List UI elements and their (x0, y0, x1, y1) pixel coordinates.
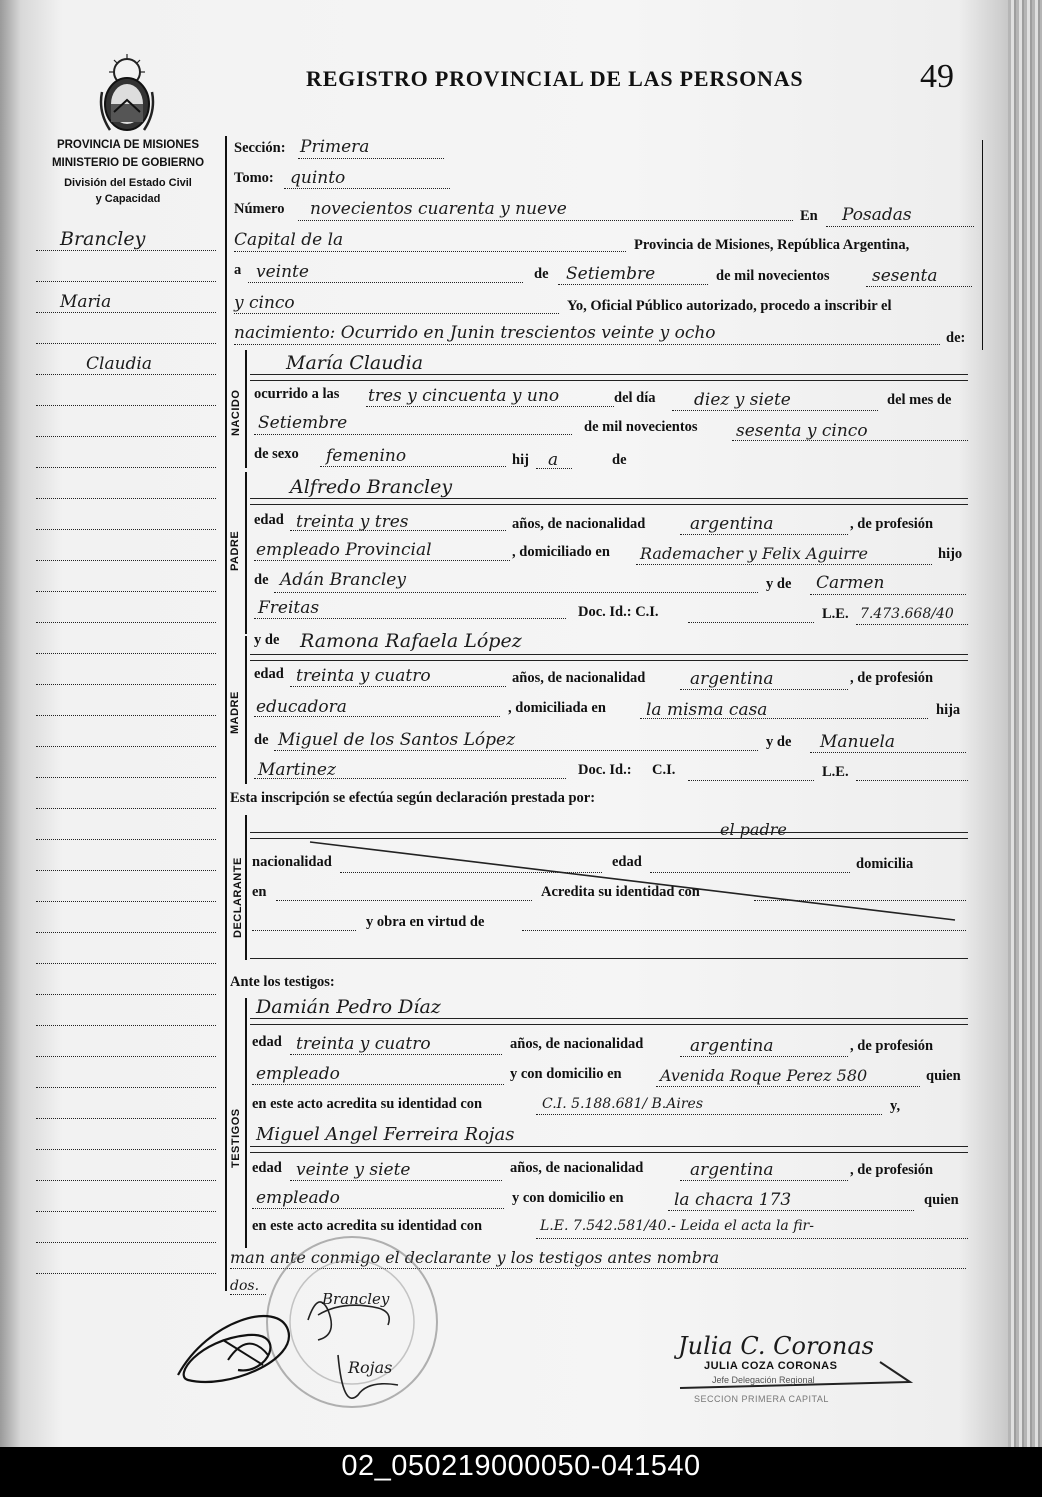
testigo-1-edad-value: treinta y cuatro (296, 1034, 431, 1054)
testigo-1-y-label: y, (890, 1098, 901, 1114)
madre-domicilio-value: la misma casa (646, 700, 768, 720)
testigo-1-profesion-value: empleado (256, 1064, 340, 1084)
ocurrido-label: ocurrido a las (254, 386, 340, 402)
margin-ruled-line (36, 1087, 216, 1088)
margin-ruled-line (36, 1056, 216, 1057)
madre-de-label: de (254, 732, 269, 748)
declarante-acredita-label: Acredita su identidad con (541, 884, 700, 900)
form-left-border (225, 136, 227, 1291)
margin-ruled-line (36, 622, 216, 623)
hij-de-label: de (612, 452, 627, 468)
madre-nacionalidad-value: argentina (690, 669, 774, 689)
margin-surname: Brancley (60, 228, 146, 250)
closing-text-1: man ante conmigo el declarante y los testigos antes nombra (230, 1248, 720, 1267)
testigos-intro: Ante los testigos: (230, 974, 335, 990)
nacimiento-lugar-value: nacimiento: Ocurrido en Junin trescientos veinte y ocho (234, 323, 716, 343)
nacido-section-label: NACIDO (230, 389, 242, 436)
del-dia-label: del día (614, 390, 656, 406)
margin-ruled-line (36, 498, 216, 499)
margin-ruled-line (36, 343, 216, 344)
margin-ruled-line (36, 994, 216, 995)
margin-ruled-line (36, 808, 216, 809)
margin-ruled-line (36, 1242, 216, 1243)
closing-text-2: dos. (230, 1278, 260, 1294)
declarante-value: el padre (720, 820, 787, 839)
mil-novecientos-label: de mil novecientos (716, 268, 830, 284)
abuelo-paterno-value: Adán Brancley (280, 570, 406, 590)
margin-ruled-line (36, 839, 216, 840)
margin-ruled-line (36, 436, 216, 437)
declarante-border (245, 815, 247, 960)
madre-section-label: MADRE (229, 691, 241, 734)
margin-ruled-line (36, 1118, 216, 1119)
declarante-edad-label: edad (612, 854, 642, 870)
padre-de-label: de (254, 572, 269, 588)
hij-label: hij (512, 452, 529, 468)
padre-section-label: PADRE (229, 530, 241, 571)
provincia-text: Provincia de Misiones, República Argentina, (634, 237, 910, 253)
testigo-2-nacionalidad-label: años, de nacionalidad (510, 1160, 644, 1176)
testigo-2-name: Miguel Angel Ferreira Rojas (256, 1124, 515, 1145)
testigo-1-name: Damián Pedro Díaz (256, 996, 441, 1018)
padre-y-de-label: y de (766, 576, 792, 592)
sexo-label: de sexo (254, 446, 299, 462)
testigo-1-profesion-label: , de profesión (850, 1038, 934, 1054)
de-colon-label: de: (946, 330, 966, 346)
madre-edad-label: edad (254, 666, 284, 682)
testigo-2-domicilio-value: la chacra 173 (674, 1190, 792, 1210)
seccion-label: Sección: (234, 140, 286, 156)
anio-inscripcion-value-2: y cinco (234, 293, 295, 313)
margin-ruled-line (36, 1025, 216, 1026)
abuelo-materno-value: Miguel de los Santos López (278, 730, 516, 750)
padre-domicilio-label: , domiciliado en (512, 544, 610, 560)
padre-border (245, 472, 247, 634)
mes-nacimiento-value: Setiembre (258, 413, 348, 433)
capital-value: Capital de la (234, 230, 344, 250)
testigo-2-nacionalidad-value: argentina (690, 1160, 774, 1180)
margin-ruled-line (36, 405, 216, 406)
margin-ruled-line (36, 653, 216, 654)
madre-profesion-value: educadora (256, 697, 347, 717)
margin-ruled-line (36, 684, 216, 685)
testigo-2-doc-value: L.E. 7.542.581/40.- Leida el acta la fir- (540, 1218, 814, 1234)
margin-ruled-line (36, 374, 216, 375)
abuela-materna-value: Manuela (820, 732, 896, 752)
testigo-1-domicilio-label: y con domicilio en (510, 1066, 622, 1082)
madre-y-de-label: y de (254, 632, 280, 648)
official-stamp-office: SECCION PRIMERA CAPITAL (694, 1394, 829, 1404)
madre-border (245, 636, 247, 784)
padre-profesion-value: empleado Provincial (256, 540, 432, 560)
padre-domicilio-value: Rademacher y Felix Aguirre (640, 544, 868, 563)
padre-le-label: L.E. (822, 606, 849, 622)
madre-le-label: L.E. (822, 764, 849, 780)
declarante-nacionalidad-label: nacionalidad (252, 854, 332, 870)
madre-nacionalidad-label: años, de nacionalidad (512, 670, 646, 686)
mil-novecientos-nac-label: de mil novecientos (584, 419, 698, 435)
margin-ruled-line (36, 591, 216, 592)
numero-value: novecientos cuarenta y nueve (310, 199, 567, 219)
abuela-paterna-value: Carmen (816, 573, 885, 593)
province-label: PROVINCIA DE MISIONES (56, 139, 200, 151)
margin-ruled-line (36, 467, 216, 468)
declarante-section-label: DECLARANTE (232, 857, 244, 938)
madre-ci-label: C.I. (652, 762, 676, 778)
oficial-text: Yo, Oficial Público autorizado, procedo a inscribir el (567, 298, 892, 314)
margin-ruled-line (36, 1273, 216, 1274)
declaracion-intro: Esta inscripción se efectúa según declaración prestada por: (230, 790, 596, 806)
margin-ruled-line (36, 1180, 216, 1181)
dia-inscripcion-value: veinte (256, 262, 309, 282)
margin-name-1: Maria (60, 292, 112, 312)
signature-2-text: Rojas (348, 1358, 393, 1377)
margin-ruled-line (36, 312, 216, 313)
madre-edad-value: treinta y cuatro (296, 666, 431, 686)
testigo-2-edad-label: edad (252, 1160, 282, 1176)
testigo-2-edad-value: veinte y siete (296, 1160, 411, 1180)
testigo-2-quien-label: quien (924, 1192, 959, 1208)
en-label: En (800, 208, 818, 224)
margin-ruled-line (36, 281, 216, 282)
book-edge (1008, 0, 1042, 1447)
margin-ruled-line (36, 963, 216, 964)
testigo-1-nacionalidad-label: años, de nacionalidad (510, 1036, 644, 1052)
padre-name: Alfredo Brancley (290, 476, 453, 498)
image-identifier: 02_050219000050-041540 (341, 1450, 701, 1482)
capacity-label: y Capacidad (95, 193, 161, 205)
madre-y-de-2-label: y de (766, 734, 792, 750)
margin-ruled-line (36, 746, 216, 747)
padre-nacionalidad-value: argentina (690, 514, 774, 534)
testigo-1-domicilio-value: Avenida Roque Perez 580 (660, 1066, 868, 1085)
testigo-1-edad-label: edad (252, 1034, 282, 1050)
seccion-value: Primera (300, 137, 370, 157)
margin-ruled-line (36, 715, 216, 716)
anio-inscripcion-value: sesenta (872, 266, 938, 286)
testigo-2-profesion-label: , de profesión (850, 1162, 934, 1178)
nacido-border (245, 350, 247, 468)
abuela-materna-value-2: Martinez (258, 760, 336, 780)
testigo-2-domicilio-label: y con domicilio en (512, 1190, 624, 1206)
anio-nacimiento-value: sesenta y cinco (736, 421, 868, 441)
page-number: 49 (920, 58, 954, 95)
sexo-value: femenino (326, 446, 407, 466)
margin-ruled-line (36, 250, 216, 251)
padre-le-value: 7.473.668/40 (860, 606, 954, 622)
testigo-1-acredita-label: en este acto acredita su identidad con (252, 1096, 483, 1112)
hora-value: tres y cincuenta y uno (368, 386, 560, 406)
nacido-name: María Claudia (286, 352, 424, 374)
madre-hija-label: hija (936, 702, 961, 718)
margin-ruled-line (36, 560, 216, 561)
margin-ruled-line (36, 932, 216, 933)
declarante-en-label: en (252, 884, 267, 900)
official-stamp-name: JULIA COZA CORONAS (704, 1360, 838, 1372)
padre-profesion-label: , de profesión (850, 516, 934, 532)
declarante-obra-label: y obra en virtud de (366, 914, 485, 930)
margin-ruled-line (36, 777, 216, 778)
testigo-1-doc-value: C.I. 5.188.681/ B.Aires (542, 1096, 703, 1112)
hij-value: a (548, 450, 559, 470)
official-signature: Julia C. Coronas (678, 1332, 874, 1360)
del-mes-label: del mes de (887, 392, 952, 408)
testigo-1-quien-label: quien (926, 1068, 961, 1084)
abuela-paterna-value-2: Freitas (258, 598, 320, 618)
tomo-label: Tomo: (234, 170, 274, 186)
madre-doc-label: Doc. Id.: (578, 762, 632, 778)
signature-1-text: Brancley (322, 1290, 390, 1308)
margin-ruled-line (36, 529, 216, 530)
madre-domicilio-label: , domiciliada en (508, 700, 606, 716)
mes-inscripcion-value: Setiembre (566, 264, 656, 284)
margin-ruled-line (36, 901, 216, 902)
ministry-label: MINISTERIO DE GOBIERNO (51, 157, 205, 169)
testigos-section-label: TESTIGOS (230, 1108, 242, 1168)
official-stamp-subtitle: Jefe Delegación Regional (712, 1375, 815, 1385)
tomo-value: quinto (290, 168, 346, 188)
padre-doc-label: Doc. Id.: C.I. (578, 604, 659, 620)
en-value: Posadas (842, 205, 912, 225)
testigo-2-acredita-label: en este acto acredita su identidad con (252, 1218, 483, 1234)
coat-of-arms-emblem (96, 52, 158, 136)
padre-edad-label: edad (254, 512, 284, 528)
de-label: de (534, 266, 549, 282)
dia-nacimiento-value: diez y siete (694, 390, 791, 410)
document-title: REGISTRO PROVINCIAL DE LAS PERSONAS (306, 66, 804, 91)
madre-name: Ramona Rafaela López (300, 630, 522, 652)
testigo-1-nacionalidad-value: argentina (690, 1036, 774, 1056)
numero-label: Número (234, 201, 285, 217)
padre-edad-value: treinta y tres (296, 512, 409, 532)
padre-hijo-label: hijo (938, 546, 963, 562)
testigos-border (245, 998, 247, 1248)
a-label: a (234, 262, 242, 278)
padre-nacionalidad-label: años, de nacionalidad (512, 516, 646, 532)
margin-name-2: Claudia (86, 354, 152, 374)
margin-ruled-line (36, 870, 216, 871)
division-label: División del Estado Civil (64, 177, 192, 189)
form-right-border (982, 140, 983, 350)
declarante-domicilia-label: domicilia (856, 856, 914, 872)
madre-profesion-label: , de profesión (850, 670, 934, 686)
margin-ruled-line (36, 1149, 216, 1150)
testigo-2-profesion-value: empleado (256, 1188, 340, 1208)
declarante-strike-line (250, 830, 970, 930)
margin-ruled-line (36, 1211, 216, 1212)
